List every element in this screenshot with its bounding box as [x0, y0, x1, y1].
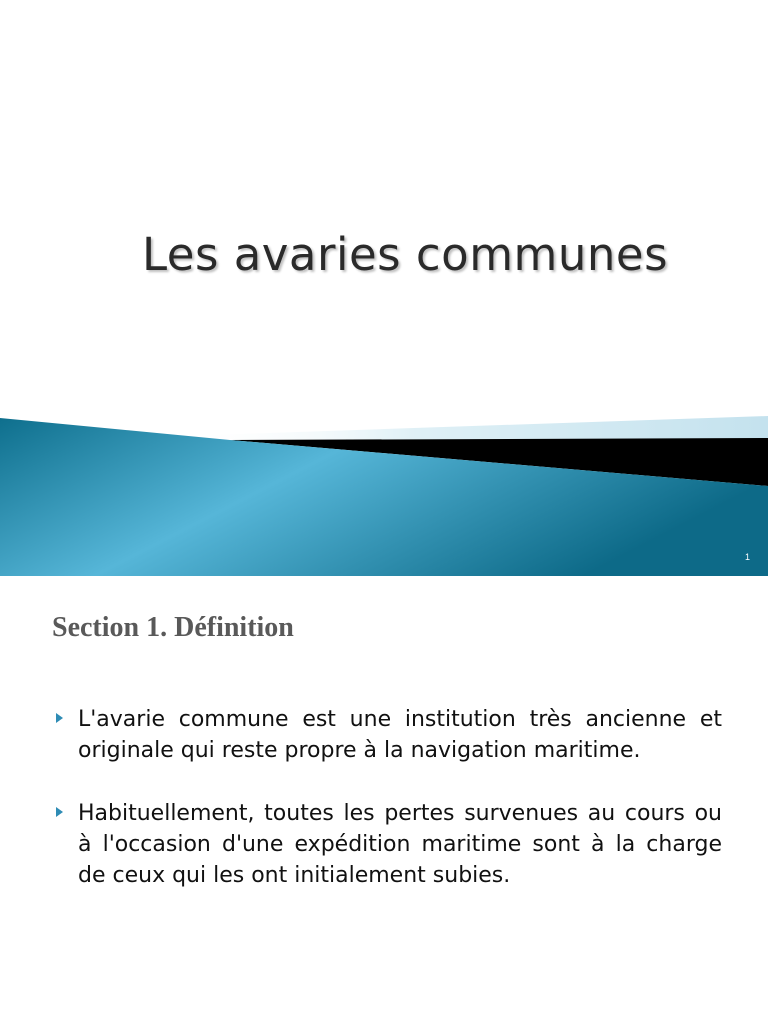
bullet-list — [52, 704, 722, 923]
triangle-bullet-icon — [56, 807, 63, 817]
content-slide — [0, 576, 768, 1024]
list-item — [52, 798, 722, 891]
decorative-banner — [0, 400, 768, 576]
page-number: 1 — [744, 552, 750, 562]
slide-title: Les avaries communes — [142, 228, 669, 281]
bullet-text: Habituellement, toutes les pertes survenues au cours ou à l'occasion d'une expédition maritime sont à la charge de ceux qui les ont initialement subies. — [78, 801, 722, 888]
banner-light-band — [180, 416, 768, 440]
triangle-bullet-icon — [56, 713, 63, 723]
section-heading: Section 1. Définition — [52, 612, 294, 643]
list-item — [52, 704, 722, 766]
bullet-text: L'avarie commune est une institution très ancienne et originale qui reste propre à la navigation maritime. — [78, 707, 722, 763]
